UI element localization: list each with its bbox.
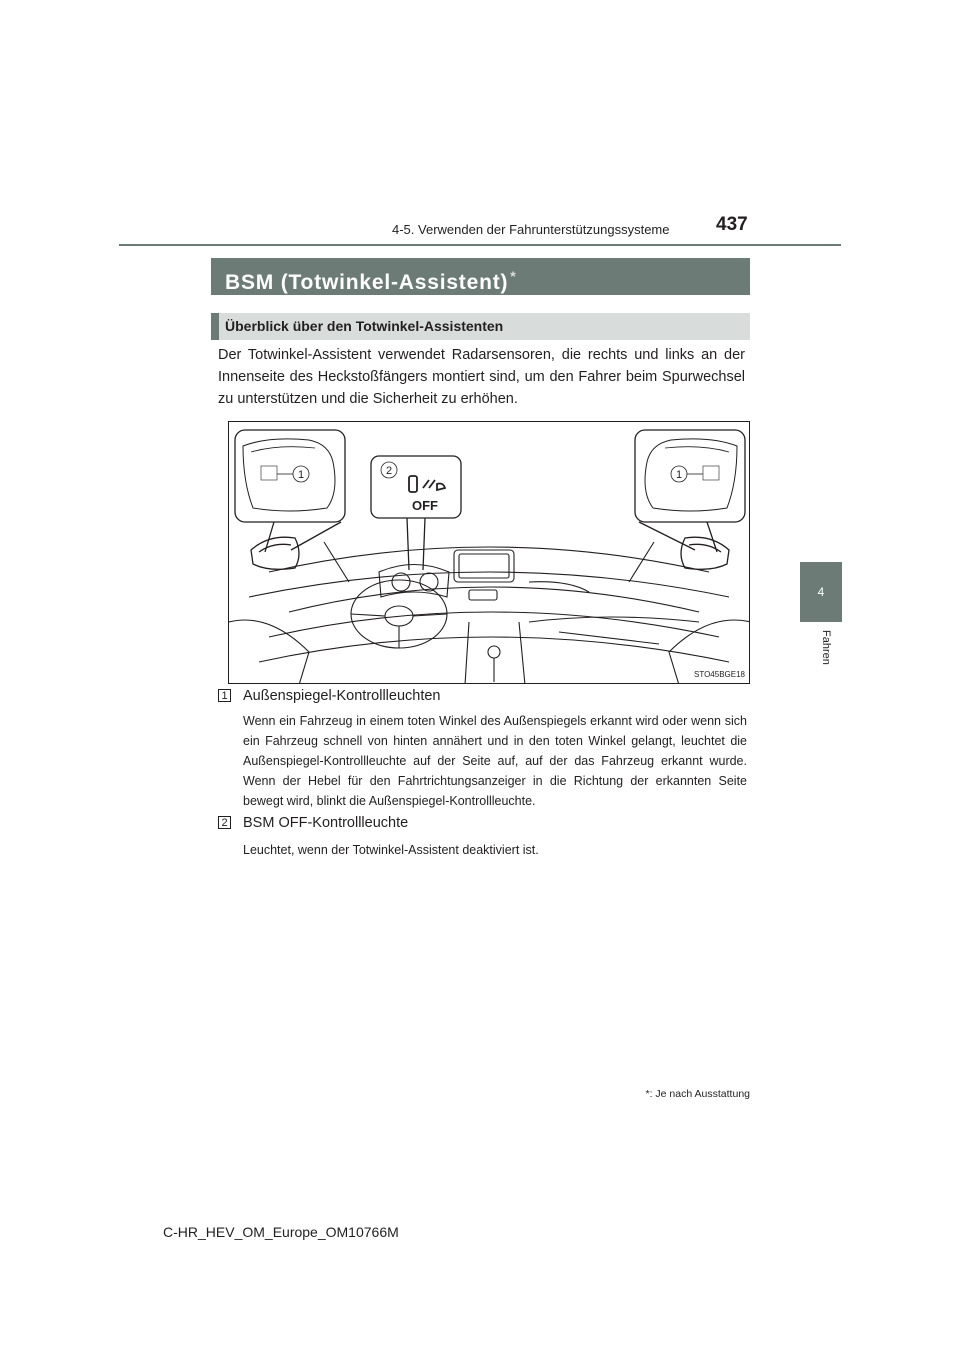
- footnote-text: : Je nach Ausstattung: [649, 1088, 750, 1100]
- off-label: OFF: [412, 498, 438, 513]
- dashboard-illustration: [228, 421, 750, 684]
- chapter-tab: [800, 562, 842, 622]
- figure-code: STO45BGE18: [694, 670, 745, 679]
- item-title: Außenspiegel-Kontrollleuchten: [243, 688, 441, 704]
- header-section-title: 4-5. Verwenden der Fahrunterstützungssysteme: [392, 222, 670, 237]
- item-number-badge: 1: [218, 689, 231, 702]
- item-title: BSM OFF-Kontrollleuchte: [243, 815, 409, 831]
- title-star: *: [510, 268, 517, 284]
- header-rule: [119, 244, 841, 246]
- subsection-title: Überblick über den Totwinkel-Assistenten: [225, 318, 504, 334]
- chapter-number: 4: [817, 585, 825, 599]
- footnote-star: *: [645, 1088, 650, 1100]
- chapter-label: Fahren: [820, 630, 832, 665]
- callout-1-right: 1: [675, 469, 683, 481]
- section-title-bar: [211, 258, 750, 295]
- item-description: Leuchtet, wenn der Totwinkel-Assistent deaktiviert ist.: [243, 843, 539, 857]
- item-number-badge: 2: [218, 816, 231, 829]
- document-id: C-HR_HEV_OM_Europe_OM10766M: [163, 1224, 399, 1240]
- section-title: BSM (Totwinkel-Assistent): [225, 271, 509, 294]
- footnote: [600, 1088, 750, 1100]
- item-description: Wenn ein Fahrzeug in einem toten Winkel des Außenspiegels erkannt wird oder wenn sich ein Fahrzeug schnell von hinten annähert und in den toten Winkel gelangt, leuchtet die Außenspiegel-Kontrollleuchte auf der Seite auf, auf der das Fahrzeug erkannt wurde. Wenn der Hebel für den Fahrtrichtungsanzeiger in die Richtung der erkannten Seite bewegt wird, blinkt die Außenspiegel-Kontrollleuchte.: [243, 714, 747, 808]
- callout-2: 2: [385, 465, 393, 477]
- page-number: 437: [716, 214, 748, 235]
- dashboard-drawing: [229, 422, 750, 684]
- intro-paragraph: Der Totwinkel-Assistent verwendet Radarsensoren, die rechts und links an der Innenseite des Heckstoßfängers montiert sind, um den Fahrer beim Spurwechsel zu unterstützen und die Sicherheit zu erhöhen.: [218, 347, 745, 407]
- subsection-accent: [211, 313, 219, 340]
- callout-1-left: 1: [297, 469, 305, 481]
- subsection-bar: [211, 313, 750, 340]
